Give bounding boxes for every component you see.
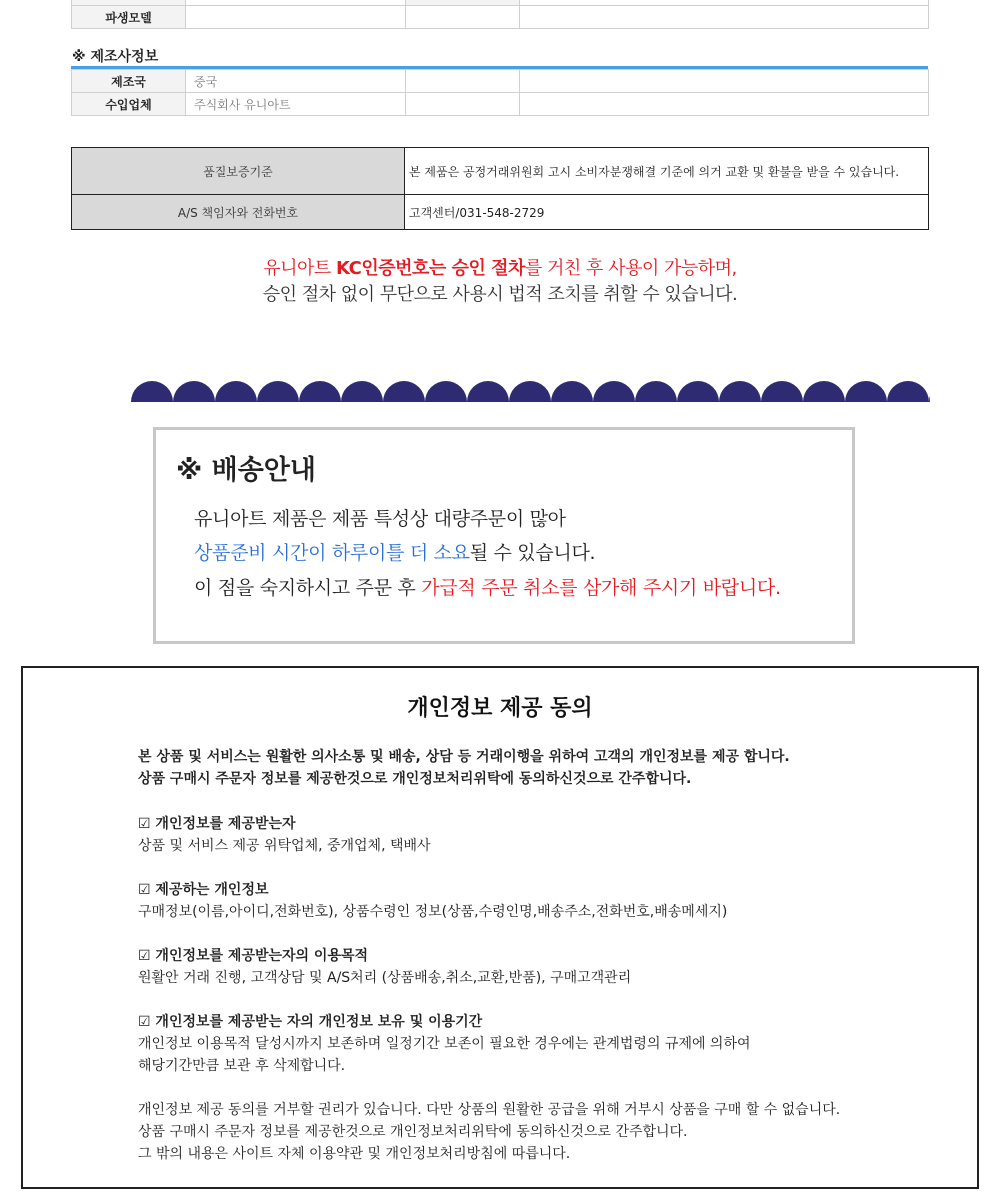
country-value: 중국 bbox=[186, 70, 406, 93]
spec-table-top bbox=[71, 0, 929, 29]
privacy-section-1-heading: ☑ 개인정보를 제공받는자 bbox=[138, 816, 296, 832]
privacy-footer-1: 개인정보 제공 동의를 거부할 권리가 있습니다. 다만 상품의 원활한 공급을 위해 거부시 상품을 구매 할 수 없습니다. bbox=[138, 1102, 841, 1118]
delivery-line2-rest: 될 수 있습니다. bbox=[469, 542, 596, 564]
as-contact-label: A/S 책임자와 전화번호 bbox=[72, 195, 405, 230]
empty-cell bbox=[406, 70, 520, 93]
privacy-section-3-body: 원활안 거래 진행, 고객상담 및 A/S처리 (상품배송,취소,교환,반품), 구매고객관리 bbox=[138, 970, 632, 986]
privacy-intro-1: 본 상품 및 서비스는 원활한 의사소통 및 배송, 상담 등 거래이행을 위하여 고객의 개인정보를 제공 합니다. bbox=[138, 749, 790, 765]
privacy-section-2-heading: ☑ 제공하는 개인정보 bbox=[138, 882, 269, 898]
spec-empty-cell-2 bbox=[520, 6, 929, 29]
quality-table bbox=[71, 147, 929, 230]
delivery-title: ※ 배송안내 bbox=[176, 455, 316, 486]
quality-standard-value: 본 제품은 공정거래위원회 고시 소비자분쟁해결 기준에 의거 교환 및 환불을 받을 수 있습니다. bbox=[405, 148, 929, 195]
privacy-section-3-heading: ☑ 개인정보를 제공받는자의 이용목적 bbox=[138, 948, 369, 964]
quality-standard-label: 품질보증기준 bbox=[72, 148, 405, 195]
importer-label: 수입업체 bbox=[72, 93, 186, 116]
kc-notice-part-b: KC인증번호는 승인 절차 bbox=[336, 258, 525, 279]
empty-cell-2 bbox=[520, 70, 929, 93]
delivery-line2-highlight: 상품준비 시간이 하루이틀 더 소요 bbox=[194, 542, 470, 564]
derived-model-value bbox=[186, 6, 406, 29]
kc-notice-part-a: 유니아트 bbox=[263, 258, 336, 279]
privacy-footer-3: 그 밖의 내용은 사이트 자체 이용약관 및 개인정보처리방침에 따릅니다. bbox=[138, 1146, 571, 1162]
privacy-section-2-body: 구매정보(이름,아이디,전화번호), 상품수령인 정보(상품,수령인명,배송주소,전화번호,배송메세지) bbox=[138, 904, 728, 920]
delivery-line1: 유니아트 제품은 제품 특성상 대량주문이 많아 bbox=[194, 508, 566, 530]
importer-value: 주식회사 유니아트 bbox=[186, 93, 406, 116]
privacy-intro-2: 상품 구매시 주문자 정보를 제공한것으로 개인정보처리위탁에 동의하신것으로 간주합니다. bbox=[138, 771, 692, 787]
delivery-line3-start: 이 점을 숙지하시고 주문 후 bbox=[194, 577, 422, 599]
delivery-line3 bbox=[194, 573, 781, 600]
manufacturer-table bbox=[71, 69, 929, 116]
empty-cell-4 bbox=[520, 93, 929, 116]
privacy-section-4-body-2: 해당기간만큼 보관 후 삭제합니다. bbox=[138, 1058, 346, 1074]
kc-notice bbox=[0, 256, 1000, 308]
kc-notice-part-c: 를 거친 후 사용이 가능하며, bbox=[524, 258, 737, 279]
as-contact-value: 고객센터/031-548-2729 bbox=[405, 195, 929, 230]
delivery-line3-warning: 가급적 주문 취소를 삼가해 주시기 바랍니다. bbox=[421, 577, 781, 599]
kc-notice-line2: 승인 절차 없이 무단으로 사용시 법적 조치를 취할 수 있습니다. bbox=[262, 284, 738, 305]
privacy-section-4-heading: ☑ 개인정보를 제공받는 자의 개인정보 보유 및 이용기간 bbox=[138, 1014, 483, 1030]
country-label: 제조국 bbox=[72, 70, 186, 93]
derived-model-label: 파생모델 bbox=[72, 6, 186, 29]
privacy-section-4-body-1: 개인정보 이용목적 달성시까지 보존하며 일정기간 보존이 필요한 경우에는 관계법령의 규제에 의하여 bbox=[138, 1036, 751, 1052]
kc-notice-line1 bbox=[0, 256, 1000, 282]
privacy-section-1-body: 상품 및 서비스 제공 위탁업체, 중개업체, 택배사 bbox=[138, 838, 431, 854]
privacy-footer-2: 상품 구매시 주문자 정보를 제공한것으로 개인정보처리위탁에 동의하신것으로 간주합니다. bbox=[138, 1124, 688, 1140]
manufacturer-section-title: ※ 제조사정보 bbox=[72, 49, 159, 65]
spec-empty-cell bbox=[406, 6, 520, 29]
scallop-divider bbox=[131, 381, 930, 402]
delivery-line2 bbox=[194, 538, 595, 565]
empty-cell-3 bbox=[406, 93, 520, 116]
privacy-title: 개인정보 제공 동의 bbox=[407, 696, 593, 721]
